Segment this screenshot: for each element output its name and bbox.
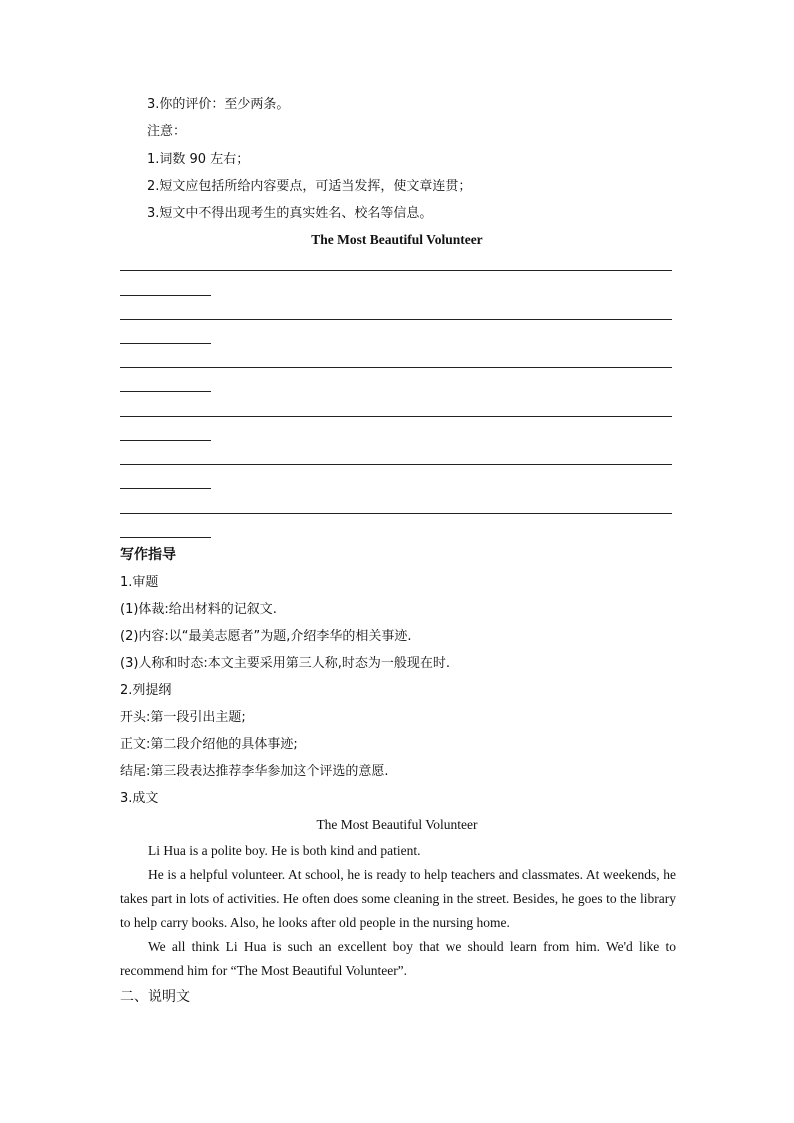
essay-title: The Most Beautiful Volunteer bbox=[316, 817, 478, 832]
essay-paragraph-1: Li Hua is a polite boy. He is both kind and patient. bbox=[148, 843, 421, 858]
writing-line-short bbox=[120, 488, 211, 489]
writing-line bbox=[120, 367, 672, 368]
writing-line-short bbox=[120, 295, 211, 296]
attention-item-3: 3.短文中不得出现考生的真实姓名、校名等信息。 bbox=[147, 206, 433, 221]
guide-heading: 写作指导 bbox=[120, 547, 176, 563]
guide-step-1: 1.审题 bbox=[120, 575, 159, 590]
guide-step-2-item-1: 开头:第一段引出主题; bbox=[120, 710, 246, 725]
guide-step-2: 2.列提纲 bbox=[120, 683, 172, 698]
writing-line-short bbox=[120, 343, 211, 344]
writing-line bbox=[120, 416, 672, 417]
essay-paragraph-3: We all think Li Hua is such an excellent boy that we should learn from him. We'd like to recommend him for “The Most Beautiful Volunteer”. bbox=[120, 939, 676, 978]
writing-line-short bbox=[120, 440, 211, 441]
writing-line bbox=[120, 270, 672, 271]
attention-item-1: 1.词数 90 左右； bbox=[147, 152, 250, 167]
guide-step-2-item-2: 正文:第二段介绍他的具体事迹; bbox=[120, 737, 298, 752]
guide-step-2-item-3: 结尾:第三段表达推荐李华参加这个评选的意愿. bbox=[120, 764, 389, 779]
requirement-item-3: 3.你的评价：至少两条。 bbox=[147, 97, 290, 112]
writing-line bbox=[120, 513, 672, 514]
essay-paragraph-2: He is a helpful volunteer. At school, he is ready to help teachers and classmates. At weekends, he takes part in lots of activities. He often does some cleaning in the street. Besides, he goes to the library to help carry books. Also, he looks after old people in the nursing home. bbox=[120, 867, 676, 930]
guide-step-1-item-2: (2)内容:以“最美志愿者”为题,介绍李华的相关事迹. bbox=[120, 629, 412, 644]
next-section-heading: 二、说明文 bbox=[120, 989, 190, 1005]
attention-item-2: 2.短文应包括所给内容要点，可适当发挥，使文章连贯； bbox=[147, 179, 472, 194]
writing-line-short bbox=[120, 537, 211, 538]
writing-line bbox=[120, 319, 672, 320]
answer-sheet-title: The Most Beautiful Volunteer bbox=[311, 232, 483, 247]
guide-step-3: 3.成文 bbox=[120, 791, 159, 806]
writing-line-short bbox=[120, 391, 211, 392]
attention-label: 注意： bbox=[147, 124, 187, 139]
writing-line bbox=[120, 464, 672, 465]
guide-step-1-item-3: (3)人称和时态:本文主要采用第三人称,时态为一般现在时. bbox=[120, 656, 451, 671]
guide-step-1-item-1: (1)体裁:给出材料的记叙文. bbox=[120, 602, 277, 617]
